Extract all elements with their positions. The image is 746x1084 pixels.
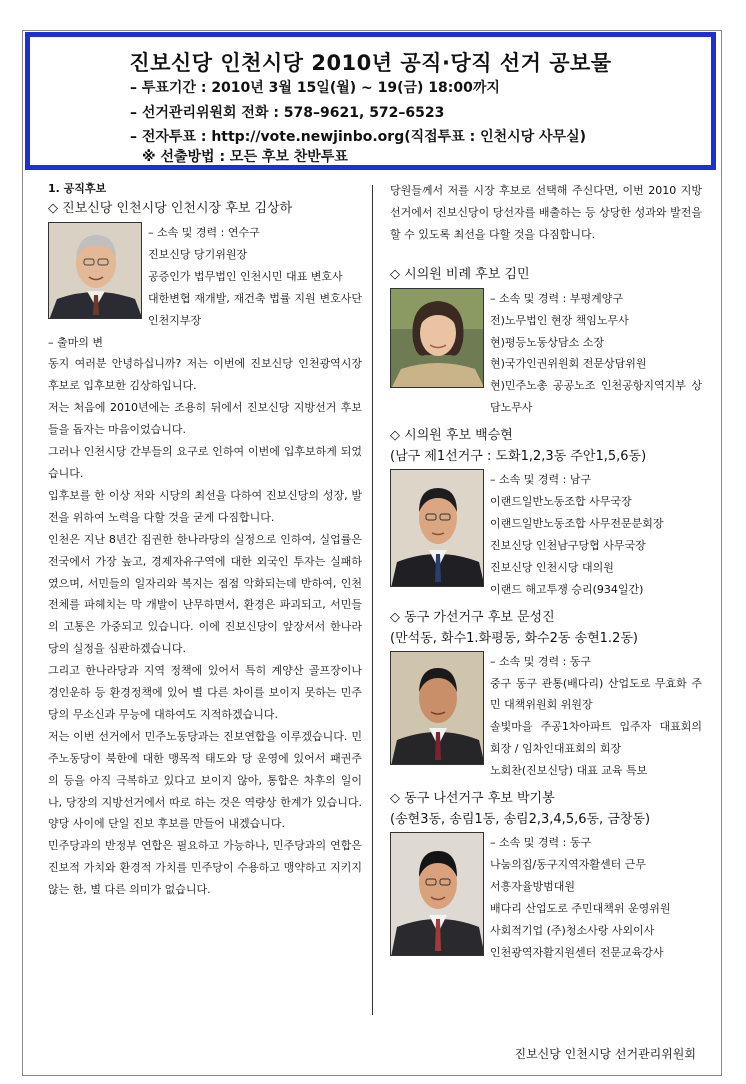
voting-period: – 투표기간 : 2010년 3월 15일(월) ~ 19(금) 18:00까지 <box>130 80 500 96</box>
bio-line: 이랜드일반노동조합 사무전문분회장 <box>490 516 664 530</box>
candidate-bio-mayor <box>142 222 362 332</box>
speech-paragraph: 저는 이번 선거에서 민주노동당과는 진보연합을 이루겠습니다. 민주노동당이 북한에 대한 맹목적 태도와 당 운영에 있어서 패권주의 등을 아직 극복하고 있다고 보이지 않아, 통합은 차후의 일이나, 당장의 지방선거에서 따로 하는 것은 역량상 한계가 있습니다. 양당 사이에 단일 진보 후보를 만들어 내겠습니다. <box>48 729 362 831</box>
speech-paragraph: 동지 여러분 안녕하십니까? 저는 이번에 진보신당 인천광역시장 후보로 입후보한 김상하입니다. <box>48 357 362 393</box>
speech-paragraph: 그러나 인천시당 간부들의 요구로 인하여 이번에 입후보하게 되었습니다. <box>48 445 362 480</box>
column-divider <box>372 185 373 1015</box>
candidate-photo-council-namgu <box>390 469 484 587</box>
candidate-profile-donggu-na <box>390 832 702 963</box>
electoral-district: (송현3동, 송림1동, 송림2,3,4,5,6동, 금창동) <box>390 812 651 828</box>
bio-line: 대한변협 재개발, 재건축 법률 지원 변호사단 인천지부장 <box>148 291 362 327</box>
candidate-profile-council-namgu <box>390 469 702 600</box>
candidate-photo-council-pr <box>390 288 484 388</box>
candidate-title-donggu-ga: ◇ 동구 가선거구 후보 문성진 <box>390 609 555 625</box>
candidate-bio-council-pr <box>484 288 702 419</box>
bio-line: 전)노무법인 현장 책임노무사 <box>490 313 629 327</box>
speech-paragraph: 민주당과의 반정부 연합은 필요하고 가능하나, 민주당과의 연합은 진보적 가치와 환경적 가치를 민주당이 수용하고 맹약하고 지키지 않는 한, 별 다른 의미가 없습니다. <box>48 839 362 897</box>
bio-line: 솔빛마을 주공1차아파트 입주자 대표회의 회장 / 임차인대표회의 회장 <box>490 720 702 756</box>
bio-line: – 소속 및 경력 : 동구 <box>490 836 592 850</box>
bio-line: 현)국가인권위원회 전문상담위원 <box>490 357 647 371</box>
bio-line: – 소속 및 경력 : 부평계양구 <box>490 291 623 305</box>
speech-paragraph: 당원들께서 저를 시장 후보로 선택해 주신다면, 이번 2010 지방선거에서 진보신당이 당선자를 배출하는 등 상당한 성과와 발전을 할 수 있도록 최선을 다할 것을 다짐합니다. <box>390 184 702 241</box>
candidate-title-donggu-na: ◇ 동구 나선거구 후보 박기봉 <box>390 791 555 807</box>
footer-committee: 진보신당 인천시당 선거관리위원회 <box>514 1047 696 1061</box>
header-box <box>25 32 716 170</box>
bio-line: 배다리 산업도로 주민대책위 운영위원 <box>490 901 671 915</box>
electoral-district: (만석동, 화수1.화평동, 화수2동 송현1.2동) <box>390 630 638 646</box>
speech-paragraph: 인천은 지난 8년간 집권한 한나라당의 실정으로 인하여, 실업률은 전국에서 가장 높고, 경제자유구역에 대한 외국인 투자는 실패하였으며, 서민들의 일자리와 복지는 점점 악화되는데 반하여, 인천 전체를 파헤치는 막 개발이 난무하면서, 환경은 파괴되고, 서민들의 고통은 가중되고 있습니다. 이에 진보신당이 앞장서서 한나라당의 실정을 심판하겠습니다. <box>48 532 362 656</box>
speech-label: – 출마의 변 <box>48 335 103 349</box>
candidate-title-council-pr: ◇ 시의원 비례 후보 김민 <box>390 266 530 282</box>
speech-paragraph: 그리고 한나라당과 지역 정책에 있어서 특히 계양산 골프장이나 경인운하 등 환경정책에 있어 별 다른 차이를 보이지 못하는 민주당의 무소신과 무능에 대하여도 지적하겠습니다. <box>48 664 362 721</box>
candidate-title-mayor: ◇ 진보신당 인천시당 인천시장 후보 김상하 <box>48 201 293 216</box>
left-column <box>48 180 362 901</box>
bio-line: 나눔의집/동구지역자활센터 근무 <box>490 857 646 871</box>
bio-line: 서흥자율방범대원 <box>490 879 576 893</box>
bio-line: – 소속 및 경력 : 남구 <box>490 473 592 487</box>
bio-line: – 소속 및 경력 : 동구 <box>490 654 592 668</box>
electoral-district: (남구 제1선거구 : 도화1,2,3동 주안1,5,6동) <box>390 449 647 465</box>
candidate-profile-council-pr <box>390 288 702 419</box>
candidate-photo-mayor <box>48 222 142 319</box>
bio-line: 이랜드일반노동조합 사무국장 <box>490 495 632 509</box>
candidate-title-council-namgu: ◇ 시의원 후보 백승현 <box>390 428 513 444</box>
electronic-vote-info: – 전자투표 : http://vote.newjinbo.org(직접투표 : 인천시당 사무실) <box>130 129 587 145</box>
bio-line: 이랜드 해고투쟁 승리(934일간) <box>490 582 644 596</box>
candidate-profile-mayor <box>48 222 362 332</box>
election-committee-phone: – 선거관리위원회 전화 : 578–9621, 572–6523 <box>130 105 445 121</box>
candidate-photo-donggu-ga <box>390 651 484 765</box>
page-title: 진보신당 인천시당 2010년 공직·당직 선거 공보물 <box>129 51 612 75</box>
bio-line: 사회적기업 (주)청소사랑 사외이사 <box>490 923 655 937</box>
section-title: 1. 공직후보 <box>48 182 107 195</box>
bio-line: 진보신당 인천남구당협 사무국장 <box>490 538 646 552</box>
bio-line: 노회찬(진보신당) 대표 교육 특보 <box>490 764 648 778</box>
bio-line: 현)평등노동상담소 소장 <box>490 335 605 349</box>
bio-line: 진보신당 당기위원장 <box>148 247 248 261</box>
selection-method: ※ 선출방법 : 모든 후보 찬반투표 <box>142 149 348 165</box>
candidate-profile-donggu-ga <box>390 651 702 782</box>
bio-line: 중구 동구 관통(배다리) 산업도로 무효화 주민 대책위원회 위원장 <box>490 676 702 712</box>
speech-paragraph: 저는 처음에 2010년에는 조용히 뒤에서 진보신당 지방선거 후보들을 돕자는 마음이었습니다. <box>48 401 362 437</box>
bio-line: 공증인가 법무법인 인천시민 대표 변호사 <box>148 269 343 283</box>
speech-paragraph: 입후보를 한 이상 저와 시당의 최선을 다하여 진보신당의 성장, 발전을 위하여 노력을 다할 것을 굳게 다짐합니다. <box>48 488 362 524</box>
bio-line: 진보신당 인천시당 대의원 <box>490 560 614 574</box>
bio-line: 현)민주노총 공공노조 인천공항지역지부 상담노무사 <box>490 379 702 415</box>
candidate-bio-council-namgu <box>484 469 702 600</box>
bio-line: – 소속 및 경력 : 연수구 <box>148 226 260 239</box>
right-column <box>390 180 702 963</box>
candidate-photo-donggu-na <box>390 832 484 956</box>
candidate-bio-donggu-na <box>484 832 702 963</box>
bio-line: 인천광역자활지원센터 전문교육강사 <box>490 945 664 959</box>
candidate-bio-donggu-ga <box>484 651 702 782</box>
